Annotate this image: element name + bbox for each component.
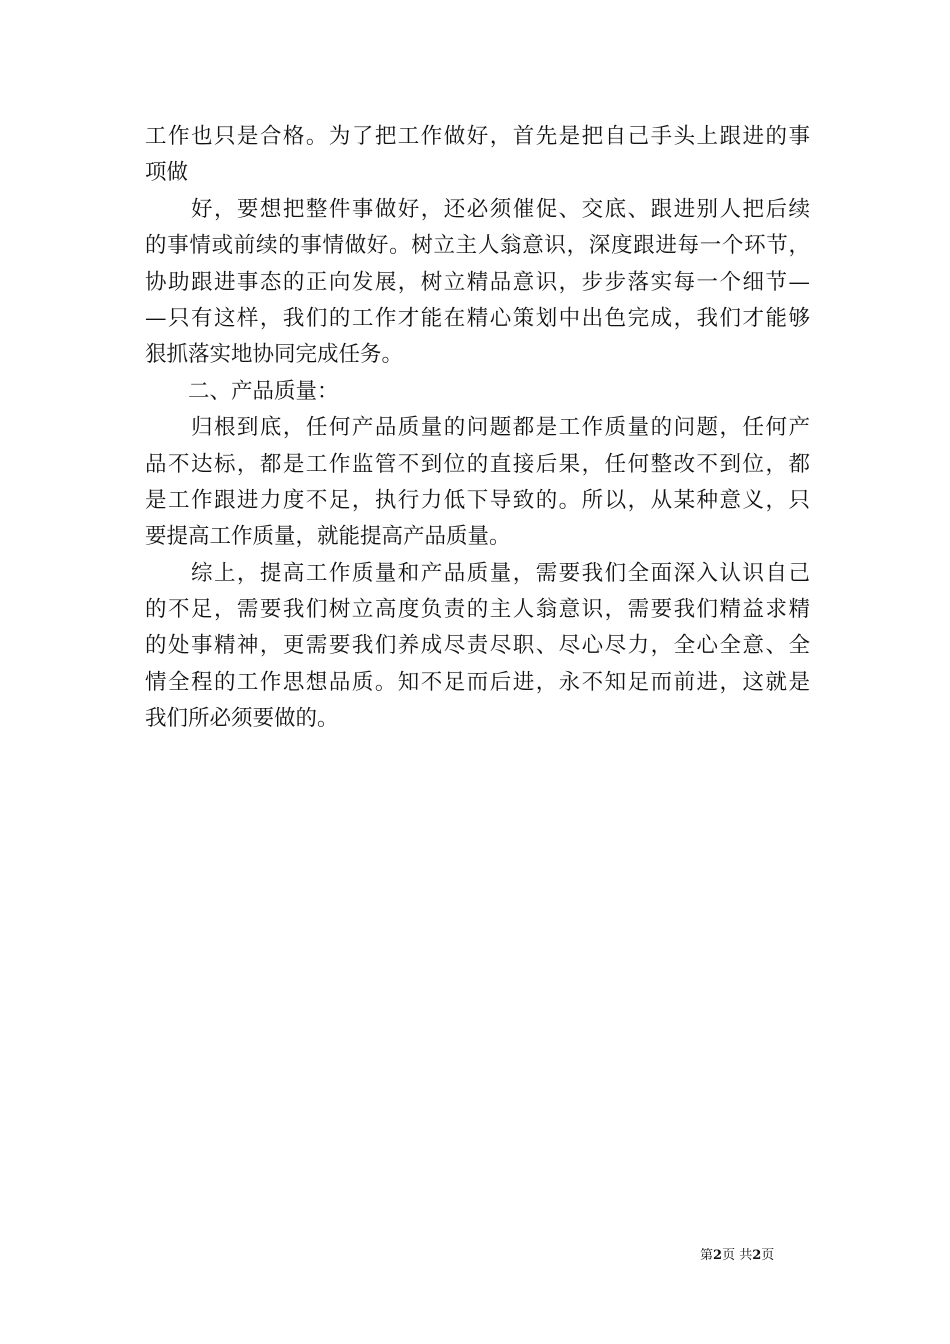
- text-line: 我们所必须要做的。: [145, 706, 339, 732]
- footer-middle: 页 共: [722, 1248, 753, 1263]
- text-line: 好，要想把整件事做好，还必须催促、交底、跟进别人把后续: [145, 196, 810, 222]
- text-line: 的处事精神，更需要我们养成尽责尽职、尽心尽力，全心全意、全: [145, 633, 810, 659]
- text-line: 归根到底，任何产品质量的问题都是工作质量的问题，任何产: [145, 415, 810, 441]
- text-line: 项做: [145, 160, 189, 186]
- text-line: 是工作跟进力度不足，执行力低下导致的。所以，从某种意义，只: [145, 487, 810, 513]
- footer-prefix: 第: [700, 1248, 714, 1263]
- footer-suffix: 页: [761, 1248, 775, 1263]
- footer-total-pages: 2: [752, 1248, 762, 1263]
- body-text: [145, 119, 810, 738]
- text-line: 综上，提高工作质量和产品质量，需要我们全面深入认识自己: [145, 560, 810, 586]
- footer-page-number: 2: [713, 1248, 723, 1263]
- page-footer: [700, 1248, 850, 1264]
- text-line: 工作也只是合格。为了把工作做好，首先是把自己手头上跟进的事: [145, 124, 810, 149]
- text-line: 狠抓落实地协同完成任务。: [145, 342, 404, 368]
- text-line: 品不达标，都是工作监管不到位的直接后果，任何整改不到位，都: [145, 451, 810, 477]
- text-line: 情全程的工作思想品质。知不足而后进，永不知足而前进，这就是: [145, 669, 810, 695]
- text-line: 协助跟进事态的正向发展，树立精品意识，步步落实每一个细节—: [145, 269, 810, 295]
- text-line: 的不足，需要我们树立高度负责的主人翁意识，需要我们精益求精: [145, 597, 810, 623]
- text-line: 的事情或前续的事情做好。树立主人翁意识，深度跟进每一个环节，: [145, 233, 810, 259]
- section-heading: 二、产品质量：: [145, 378, 339, 404]
- text-line: —只有这样，我们的工作才能在精心策划中出色完成，我们才能够: [145, 305, 810, 331]
- text-line: 要提高工作质量，就能提高产品质量。: [145, 524, 511, 550]
